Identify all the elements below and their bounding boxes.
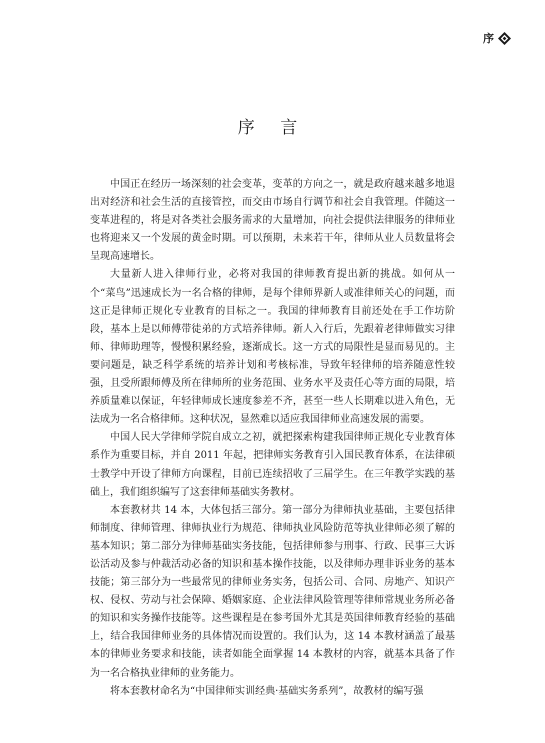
paragraph: 将本套教材命名为“中国律师实训经典·基础实务系列”，故教材的编写强 bbox=[110, 685, 424, 697]
paragraph: 本套教材共 14 本，大体包括三部分。第一部分为律师执业基础，主要包括律师制度、律师管理、律师执业行为规范、律师执业风险防范等执业律师必须了解的基本知识；第二部分为律师基础实务技能，包括律师参与刑事、行政、民事三大诉讼活动及参与仲裁活动必备的知识和基本操作技能，以及律师办理非诉业务的基本技能；第三部分为一些最常见的律师业务实务，包括公司、合同、房地产、知识产权、侵权、劳动与社会保障、婚姻家庭、企业法律风险管理等律师常规业务所必备的知识和实务操作技能等。这些课程是在参考国外尤其是英国律师教育经验的基础上，结合我国律师业务的具体情况而设置的。我们认为，这 14 本教材涵盖了最基本的律师业务要求和技能，读者如能全面掌握 14 本教材的内容，就基本具备了作为一名合格执业律师的业务能力。 bbox=[90, 504, 455, 679]
paragraph: 中国人民大学律师学院自成立之初，就把探索构建我国律师正规化专业教育体系作为重要目标，并自 2011 年起，把律师实务教育引入国民教育体系，在法律硕士教学中开设了律师方向课程，目前已连续招收了三届学生。在三年教学实践的基础上，我们组织编写了这套律师基础实务教材。 bbox=[90, 432, 455, 498]
running-header bbox=[483, 30, 511, 46]
running-header-label: 序 bbox=[483, 32, 494, 45]
preface-body bbox=[90, 176, 455, 701]
paragraph: 中国正在经历一场深刻的社会变革，变革的方向之一，就是政府越来越多地退出对经济和社会生活的直接管控，而交由市场自行调节和社会自我管理。伴随这一变革进程的，将是对各类社会服务需求的大量增加，向社会提供法律服务的律师业也将迎来又一个发展的黄金时期。可以预期，未来若干年，律师从业人员数量将会呈现高速增长。 bbox=[90, 179, 455, 263]
page-title: 序 言 bbox=[237, 118, 308, 139]
diamond-ornament-icon bbox=[498, 32, 511, 45]
paragraph: 大量新人进入律师行业，必将对我国的律师教育提出新的挑战。如何从一个“菜鸟”迅速成长为一名合格的律师，是每个律师界新人或准律师关心的问题，而这正是律师正规化专业教育的目标之一。我国的律师教育目前还处在手工作坊阶段，基本上是以师傅带徒弟的方式培养律师。新人入行后，先跟着老律师做实习律师、律师助理等，慢慢积累经验，逐渐成长。这一方式的局限性是显而易见的。主要问题是，缺乏科学系统的培养计划和考核标准，导致年轻律师的培养随意性较强，且受所跟师傅及所在律师所的业务范围、业务水平及责任心等方面的局限，培养质量难以保证，年轻律师成长速度参差不齐，甚至一些人长期难以进入角色，无法成为一名合格律师。这种状况，显然难以适应我国律师业高速发展的需要。 bbox=[90, 269, 455, 426]
